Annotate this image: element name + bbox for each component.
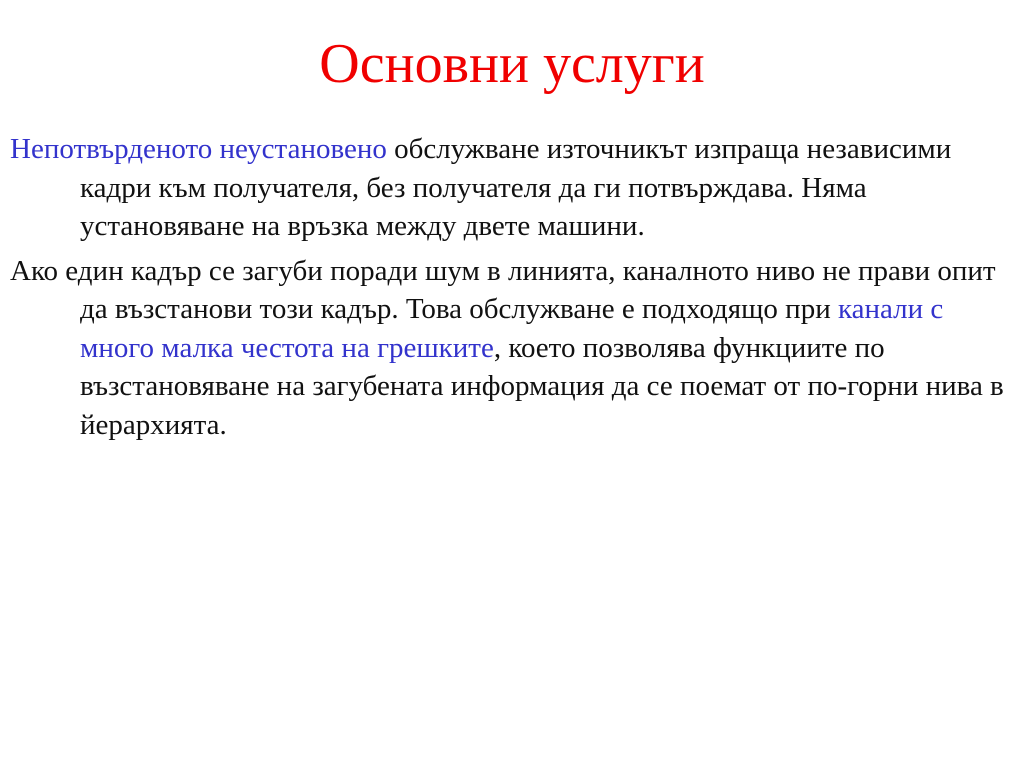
paragraph-1 — [10, 130, 1014, 246]
paragraph-2-text-after: , което позволява функциите по възстановяване на загубената информация да се поемат от по-горни нива в йерархията. — [80, 331, 1004, 441]
paragraph-1-text: обслужване източникът изпраща независими кадри към получателя, без получателя да ги потвърждава. Няма установяване на връзка между двете машини. — [80, 133, 952, 242]
highlight-term-2: канали с много малка честота на грешките — [80, 293, 944, 364]
slide-title: Основни услуги — [319, 33, 705, 95]
paragraph-2 — [10, 252, 1014, 445]
highlight-term-1: Непотвърденото неустановено — [10, 133, 387, 165]
paragraph-2-text-before: Ако един кадър се загуби поради шум в линията, каналното ниво не прави опит да възстанови този кадър. Това обслужване е подходящо при — [10, 254, 996, 325]
slide-body — [10, 130, 1014, 450]
